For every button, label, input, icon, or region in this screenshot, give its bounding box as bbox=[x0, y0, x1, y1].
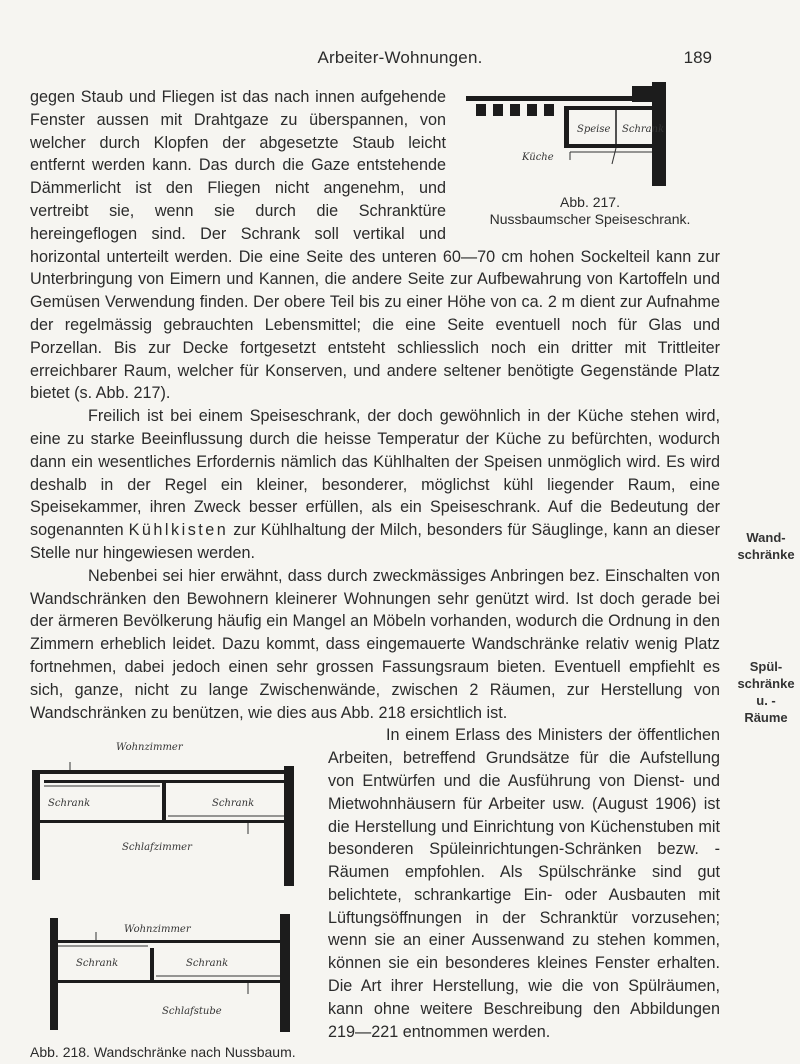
bedroom-label: Schlafzimmer bbox=[122, 842, 192, 854]
paragraph-2-start: Freilich ist bei einem Speiseschrank, der doch gewöhnlich in der Küche stehen wird, eine zu starke Beeinflussung durch die heisse Temperatur der Küche zu befürchten, wodurch dann ein wesentliches Erfordernis nämlich das Kühlhalten der Speisen unmöglich wird. Es wird deshalb in der Regel ein kleiner, besonderer, möglichst kühl liegender Raum, eine Speisekammer, ihren Zweck besser erfüllen, als ein Speiseschrank. Auf die Bedeutung der sogenannten bbox=[30, 407, 720, 540]
term-kuehlkisten: Kühlkisten bbox=[128, 521, 229, 540]
paragraph-3: Nebenbei sei hier erwähnt, dass durch zweckmässiges Anbringen bez. Einschalten von Wandschränken den Bewohnern kleinerer Wohnungen sehr genützt wird. Ist doch gerade bei der ärmeren Bevölkerung häufig ein Mangel an Möbeln vorhanden, wodurch die Ordnung in den Zimmern erheblich leidet. Dazu kommt, dass eingemauerte Wandschränke relativ wenig Platz fortnehmen, dabei jedoch einen sehr grossen Fassungsraum bieten. Eventuell empfiehlt es sich, ganze, nicht zu lange Zwischenwände, zwischen 2 Räumen, zur Herstellung von Wandschränken zu benützen, wie dies aus Abb. 218 ersichtlich ist. bbox=[30, 566, 720, 722]
kitchen-label: Küche bbox=[522, 152, 554, 163]
room-top-label: Wohnzimmer bbox=[116, 742, 183, 754]
figure-217-caption: Nussbaumscher Speiseschrank. bbox=[489, 211, 691, 227]
bedroom-bottom-label: Schlafstube bbox=[162, 1006, 222, 1018]
margin-note-wandschraenke: Wand-schränke bbox=[737, 530, 795, 562]
running-head: Arbeiter-Wohnungen. bbox=[317, 48, 483, 67]
wall-cabinet-plan-drawing bbox=[30, 726, 312, 1044]
page-header bbox=[0, 0, 800, 80]
figure-217 bbox=[460, 82, 720, 242]
page-number: 189 bbox=[683, 48, 712, 67]
figure-218-caption: Abb. 218. Wandschränke nach Nussbaum. bbox=[30, 1044, 296, 1061]
paragraph-4: In einem Erlass des Ministers der öffentlichen Arbeiten, betreffend Grundsätze für die Aufstellung von Entwürfen und die Ausführung von Dienst- und Mietwohnhäusern für Arbeiter usw. (August 1906) ist die Herstellung und Einrichtung von Küchenstuben mit besonderen Spüleinrichtungen-Schränken bezw. -Räumen empfohlen. Als Spülschränke sind gut belichtete, schrankartige Ein- oder Ausbauten mit Lüftungsöffnungen in der Schranktür vorzusehen; wenn sie an einer Aussenwand zu stehen kommen, können sie ein besonderes kleines Fenster erhalten. Die Art ihrer Herstellung, wie die von Spülräumen, kann ohne weitere Beschreibung den Abbildungen 219—221 entnommen werden. bbox=[328, 726, 720, 1041]
pantry-label: Speise bbox=[577, 124, 611, 135]
figure-217-number: Abb. 217. bbox=[560, 194, 620, 210]
paragraph-2-end: zur Kühlhaltung der Milch, besonders für Säuglinge, kann an dieser Stelle nur hingewiesen werden. bbox=[30, 521, 720, 562]
cabinet-label: Schrank bbox=[622, 124, 665, 135]
cabinet-bottom-left-label: Schrank bbox=[76, 958, 119, 970]
body-text bbox=[30, 86, 720, 1064]
margin-note-spuelschraenke: Spül-schränke u. -Räume bbox=[737, 659, 795, 725]
paragraph-1: gegen Staub und Fliegen ist das nach innen aufgehende Fenster aussen mit Drahtgaze zu überspannen, von welcher durch Klopfen der abgesetzte Staub leicht entfernt werden kann. Das durch die Gaze entstehende Dämmerlicht ist den Fliegen nicht angenehm, und vertreibt sie, wenn sie durch die Schranktüre hereingeflogen sind. Der Schrank soll vertikal und horizontal unterteilt werden. Die eine Seite des unteren 60—70 cm hohen Sockelteil kann zur Unterbringung von Eimern und Kannen, die andere Seite zur Aufbewahrung von Kartoffeln und Gemüsen Verwendung finden. Der obere Teil bis zu einer Höhe von ca. 2 m dient zur Aufnahme der regelmässig gebrauchten Lebensmittel; die eine Seite eventuell noch für Glas und Porzellan. Bis zur Decke fortgesetzt entsteht schliesslich noch ein dritter mit Trittleiter erreichbarer Raum, welcher für Konserven, und andere seltener benötigte Gegenstände Platz bietet (s. Abb. 217). bbox=[30, 88, 720, 403]
paragraph-2 bbox=[30, 405, 720, 565]
cabinet-right-label: Schrank bbox=[212, 798, 255, 810]
cabinet-bottom-right-label: Schrank bbox=[186, 958, 229, 970]
pantry-plan-drawing bbox=[466, 82, 716, 192]
figure-218 bbox=[30, 726, 312, 1064]
room-bottom-top-label: Wohnzimmer bbox=[124, 924, 191, 936]
cabinet-left-label: Schrank bbox=[48, 798, 91, 810]
